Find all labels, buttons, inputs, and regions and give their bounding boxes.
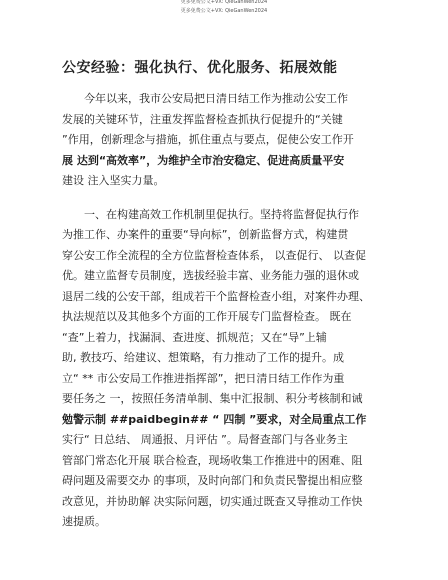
text-line: 展 达到“高效率”，为维护全市治安稳定、促进高质量平安 (62, 153, 345, 167)
document-body (62, 89, 388, 533)
text-line: 管部门常态化开展 联合检查，现场收集工作推进中的困难、阻 (62, 453, 363, 467)
text-line: 今年以来，我市公安局把日清日结工作为推动公安工作 (84, 92, 348, 105)
text-line: ”作用，创新理念与措施，抓住重点与要点，促使公安工作开 (62, 133, 354, 146)
text-line: 为推工作、办案件的重要“导向标”，创新监督方式，构建贯 (62, 228, 349, 241)
text-line: 一、在构建高效工作机制里促执行。坚持将监督促执行作 (84, 207, 359, 221)
paragraph-section-one (62, 205, 388, 533)
watermark-text: 更多免费公文+VX: QieGanWen2024 (180, 0, 268, 5)
text-line: 穿公安工作全流程的全方位监督检查体系， 以查促行、 以查促 (62, 248, 366, 262)
text-line: 退居二线的公安干部，组成若干个监督检查小组，对案件办理、 (62, 289, 370, 303)
text-line: 发展的关键环节，注重发挥监督检查抓执行促提升的“关键 (62, 112, 343, 126)
text-line: 碍问题及需要交办 的事项，及时向部门和负责民警提出相应整 (62, 474, 363, 487)
text-line: “查”上着力，找漏洞、查进度、抓规范；又在“导”上辅 (62, 330, 327, 344)
text-line: 实行“ 日总结、 周通报、月评估 ”。局督查部门与各业务主 (62, 433, 348, 446)
text-line: 速提质。 (62, 515, 106, 528)
text-line: 改意见，并协助解 决实际问题，切实通过既查又导推动工作快 (62, 494, 363, 508)
paragraph-intro (62, 89, 388, 192)
text-line: 立“ ** 市公安局工作推进指挥部”，把日清日结工作作为重 (62, 371, 345, 385)
text-line: 建设 注入坚实力量。 (62, 174, 165, 187)
text-line: 勉警示制 ##paidbegin## “ 四制 ”要求，对全局重点工作 (62, 412, 367, 426)
text-line: 执法规范以及其他多个方面的工作开展专门监督检查。 既在 (62, 310, 352, 323)
text-line: 助, 教技巧、给建议、想策略，有力推动了工作的提升。成 (62, 351, 344, 364)
text-line: 要任务之 一，按照任务清单制、集中汇报制、积分考核制和诫 (62, 392, 363, 405)
watermark-text: 更多免费公文+VX: QieGanWen2024 (180, 8, 268, 14)
document-title: 公安经验：强化执行、优化服务、拓展效能 (62, 60, 338, 76)
text-line: 优。建立监督专员制度，选拔经验丰富、业务能力强的退休或 (62, 269, 359, 282)
